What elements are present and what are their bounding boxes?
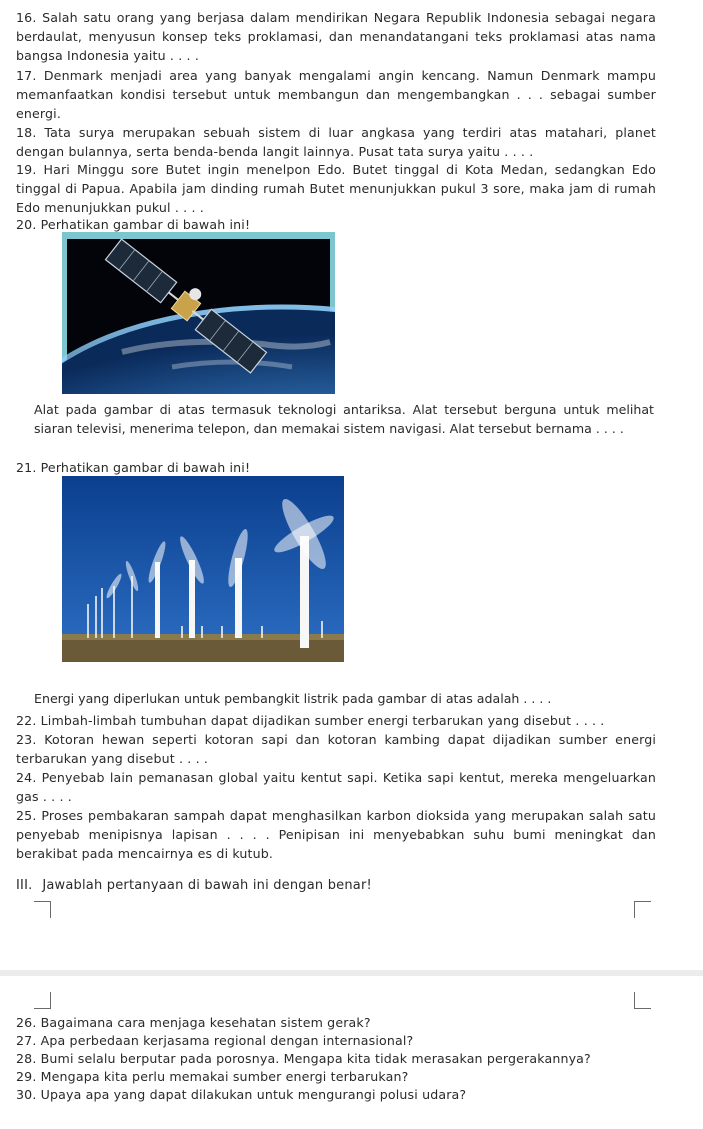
question-20-text: Alat pada gambar di atas termasuk teknologi antariksa. Alat tersebut berguna untuk melihat siaran televisi, menerima telepon, dan memakai sistem navigasi. Alat tersebut bernama . . . . — [34, 402, 654, 437]
question-16 — [16, 8, 656, 66]
question-25-text: 25. Proses pembakaran sampah dapat menghasilkan karbon dioksida yang merupakan salah satu penyebab menipisnya lapisan . . . . Penipisan ini menyebabkan suhu bumi meningkat dan berakibat pada mencairnya es di kutub. — [16, 808, 656, 862]
question-29 — [16, 1067, 656, 1086]
question-26-text: 26. Bagaimana cara menjaga kesehatan sistem gerak? — [16, 1015, 371, 1030]
bottom-left-corner-bracket — [34, 992, 51, 1009]
question-28-text: 28. Bumi selalu berputar pada porosnya. Mengapa kita tidak merasakan pergerakannya? — [16, 1051, 591, 1066]
question-26 — [16, 1013, 656, 1032]
question-19 — [16, 160, 656, 218]
divider-bar — [0, 970, 703, 976]
question-23-text: 23. Kotoran hewan seperti kotoran sapi dan kotoran kambing dapat dijadikan sumber energi terbarukan yang disebut . . . . — [16, 732, 656, 767]
top-right-corner-bracket — [634, 901, 651, 918]
question-30-text: 30. Upaya apa yang dapat dilakukan untuk mengurangi polusi udara? — [16, 1087, 467, 1102]
section-heading — [16, 876, 372, 895]
section-title: Jawablah pertanyaan di bawah ini dengan benar! — [42, 878, 372, 893]
satellite-illustration — [62, 232, 335, 394]
question-21-intro-text: 21. Perhatikan gambar di bawah ini! — [16, 460, 251, 475]
wind-turbine-illustration — [62, 476, 344, 662]
satellite-image — [62, 232, 335, 394]
section-number: III. — [16, 878, 33, 893]
question-22-text: 22. Limbah-limbah tumbuhan dapat dijadikan sumber energi terbarukan yang disebut . . . . — [16, 713, 605, 728]
question-24 — [16, 768, 656, 806]
question-23 — [16, 730, 656, 768]
top-left-corner-bracket — [34, 901, 51, 918]
wind-turbine-image — [62, 476, 344, 662]
question-21-intro — [16, 458, 656, 477]
question-24-text: 24. Penyebab lain pemanasan global yaitu kentut sapi. Ketika sapi kentut, mereka mengeluarkan gas . . . . — [16, 770, 656, 805]
question-18-text: 18. Tata surya merupakan sebuah sistem di luar angkasa yang terdiri atas matahari, planet dengan bulannya, serta benda-benda langit lainnya. Pusat tata surya yaitu . . . . — [16, 125, 656, 160]
question-19-text: 19. Hari Minggu sore Butet ingin menelpon Edo. Butet tinggal di Kota Medan, sedangkan Edo tinggal di Papua. Apabila jam dinding rumah Butet menunjukkan pukul 3 sore, maka jam di rumah Edo menunjukkan pukul . . . . — [16, 162, 656, 216]
question-17-text: 17. Denmark menjadi area yang banyak mengalami angin kencang. Namun Denmark mampu memanfaatkan kondisi tersebut untuk membangun dan mengembangkan . . . sebagai sumber energi. — [16, 68, 656, 122]
question-21-text: Energi yang diperlukan untuk pembangkit listrik pada gambar di atas adalah . . . . — [34, 691, 552, 706]
question-16-text: 16. Salah satu orang yang berjasa dalam mendirikan Negara Republik Indonesia sebagai negara berdaulat, menyusun konsep teks proklamasi, dan menandatangani teks proklamasi atas nama bangsa Indonesia yaitu . . . . — [16, 10, 656, 64]
question-17 — [16, 66, 656, 124]
question-28 — [16, 1049, 656, 1068]
bottom-right-corner-bracket — [634, 992, 651, 1009]
question-27-text: 27. Apa perbedaan kerjasama regional dengan internasional? — [16, 1033, 414, 1048]
question-29-text: 29. Mengapa kita perlu memakai sumber energi terbarukan? — [16, 1069, 409, 1084]
question-25 — [16, 806, 656, 864]
question-22 — [16, 711, 656, 730]
question-27 — [16, 1031, 656, 1050]
question-18 — [16, 123, 656, 161]
question-30 — [16, 1085, 656, 1104]
question-20-intro-text: 20. Perhatikan gambar di bawah ini! — [16, 217, 251, 232]
